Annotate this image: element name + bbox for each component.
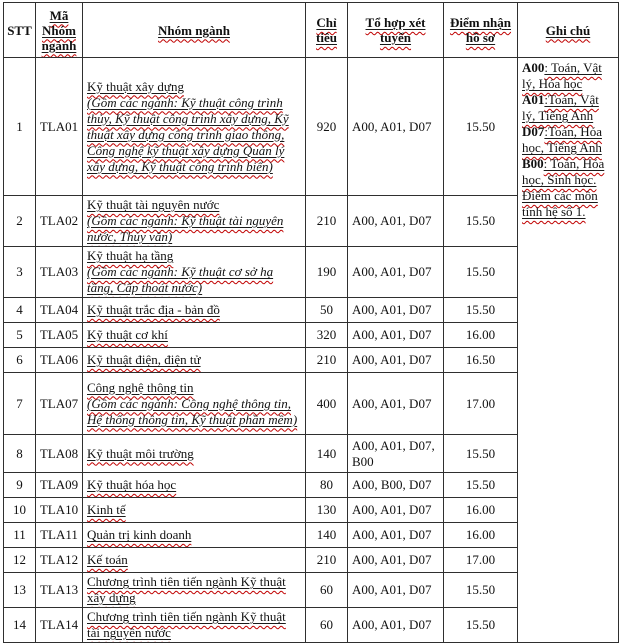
nganh-title: Kỹ thuật điện, điện tử (87, 352, 201, 367)
cell-chi-tieu: 190 (306, 247, 348, 298)
cell-chi-tieu: 140 (306, 523, 348, 548)
cell-stt: 2 (4, 196, 36, 247)
cell-ma-nganh: TLA08 (36, 435, 83, 473)
cell-stt: 1 (4, 58, 36, 196)
cell-to-hop: A00, A01, D07 (348, 323, 444, 348)
header-row (4, 3, 619, 58)
cell-stt: 11 (4, 523, 36, 548)
nganh-title: Kỹ thuật cơ khí (87, 327, 168, 342)
nganh-title: Kỹ thuật trắc địa - bản đồ (87, 302, 220, 317)
cell-diem: 16.50 (444, 348, 518, 373)
cell-stt: 5 (4, 323, 36, 348)
cell-ma-nganh: TLA13 (36, 573, 83, 608)
nganh-title: Chương trình tiên tiến ngành Kỹ thuật xây dựng (87, 574, 286, 605)
header-nhom-label: Nhóm ngành (158, 22, 230, 38)
cell-to-hop: A00, A01, D07 (348, 247, 444, 298)
nganh-title: Kỹ thuật tài nguyên nước (87, 197, 220, 212)
cell-nhom-nganh (83, 523, 306, 548)
header-chi-tieu-label: Chỉ tiêu (316, 15, 337, 45)
cell-ma-nganh: TLA09 (36, 473, 83, 498)
cell-nhom-nganh (83, 498, 306, 523)
cell-to-hop: A00, A01, D07 (348, 58, 444, 196)
cell-nhom-nganh (83, 548, 306, 573)
cell-diem: 15.50 (444, 196, 518, 247)
header-ma-label: Mã Nhóm ngành (41, 7, 77, 53)
nganh-title: Kỹ thuật xây dựng (87, 78, 184, 94)
cell-to-hop: A00, A01, D07 (348, 298, 444, 323)
cell-diem: 16.00 (444, 523, 518, 548)
cell-diem: 15.50 (444, 247, 518, 298)
cell-stt: 14 (4, 608, 36, 643)
cell-to-hop: A00, A01, D07 (348, 373, 444, 435)
cell-stt: 13 (4, 573, 36, 608)
cell-to-hop: A00, A01, D07 (348, 548, 444, 573)
nganh-subtitle: (Gồm các ngành: Kỹ thuật tài nguyên nước, Thủy văn) (87, 213, 284, 244)
cell-to-hop: A00, B00, D07 (348, 473, 444, 498)
cell-stt: 3 (4, 247, 36, 298)
nganh-title: Kinh tế (87, 502, 126, 517)
cell-nhom-nganh (83, 348, 306, 373)
cell-chi-tieu: 80 (306, 473, 348, 498)
cell-nhom-nganh (83, 58, 306, 196)
cell-nhom-nganh (83, 196, 306, 247)
cell-to-hop: A00, A01, D07 (348, 196, 444, 247)
cell-ma-nganh: TLA12 (36, 548, 83, 573)
header-diem (444, 3, 518, 58)
cell-chi-tieu: 210 (306, 196, 348, 247)
cell-diem: 16.00 (444, 498, 518, 523)
admission-table (3, 2, 619, 643)
cell-to-hop: A00, A01, D07 (348, 608, 444, 643)
header-nhom-nganh (83, 3, 306, 58)
cell-to-hop: A00, A01, D07 (348, 348, 444, 373)
cell-ma-nganh: TLA04 (36, 298, 83, 323)
cell-stt: 10 (4, 498, 36, 523)
cell-chi-tieu: 60 (306, 608, 348, 643)
cell-diem: 15.50 (444, 473, 518, 498)
cell-diem: 15.50 (444, 58, 518, 196)
cell-ma-nganh: TLA02 (36, 196, 83, 247)
cell-to-hop: A00, A01, D07 (348, 498, 444, 523)
cell-nhom-nganh (83, 473, 306, 498)
header-diem-label: Điểm nhận hồ sơ (449, 15, 512, 45)
cell-stt: 4 (4, 298, 36, 323)
cell-diem: 15.50 (444, 608, 518, 643)
nganh-title: Kỹ thuật môi trường (87, 445, 194, 461)
cell-diem: 15.50 (444, 573, 518, 608)
header-to-hop (348, 3, 444, 58)
cell-stt: 9 (4, 473, 36, 498)
cell-stt: 12 (4, 548, 36, 573)
cell-ghi-chu (518, 58, 619, 643)
nganh-title: Chương trình tiên tiến ngành Kỹ thuật tài nguyên nước (87, 609, 286, 640)
header-stt-label: STT (7, 22, 32, 38)
cell-chi-tieu: 920 (306, 58, 348, 196)
cell-ma-nganh: TLA10 (36, 498, 83, 523)
cell-diem: 17.00 (444, 373, 518, 435)
cell-ma-nganh: TLA14 (36, 608, 83, 643)
cell-to-hop: A00, A01, D07 (348, 573, 444, 608)
header-to-hop-label: Tổ hợp xét tuyển (365, 15, 426, 45)
cell-stt: 6 (4, 348, 36, 373)
cell-nhom-nganh (83, 247, 306, 298)
cell-nhom-nganh (83, 573, 306, 608)
nganh-title: Kế toán (87, 552, 128, 567)
cell-chi-tieu: 210 (306, 548, 348, 573)
nganh-subtitle: (Gồm các ngành: Công nghệ thông tin, Hệ thống thông tin, Kỹ thuật phần mềm) (87, 395, 298, 427)
header-stt (4, 3, 36, 58)
header-ghi-chu-label: Ghi chú (545, 22, 591, 38)
cell-nhom-nganh (83, 435, 306, 473)
nganh-title: Kỹ thuật hạ tầng (87, 248, 174, 263)
ghi-chu-text: : Toán, Hóa học, Sinh học. (522, 156, 605, 187)
ghi-chu-code: A00 (522, 60, 545, 75)
cell-ma-nganh: TLA03 (36, 247, 83, 298)
header-ma-nhom-nganh (36, 3, 83, 58)
ghi-chu-text: : Toán, Vật lý, Hóa học (522, 60, 602, 91)
cell-ma-nganh: TLA11 (36, 523, 83, 548)
cell-chi-tieu: 210 (306, 348, 348, 373)
cell-chi-tieu: 400 (306, 373, 348, 435)
nganh-title: Kỹ thuật hóa học (87, 477, 177, 492)
nganh-subtitle: (Gồm các ngành: Kỹ thuật công trình thủy, Kỹ thuật công trình xây dựng, Kỹ thuật xây dựng công trình giao thông, Công nghệ kỹ thuật xây dựng Quản lý xây dựng, Kỹ thuật công trình biển) (87, 94, 289, 174)
cell-nhom-nganh (83, 608, 306, 643)
cell-diem: 17.00 (444, 548, 518, 573)
cell-chi-tieu: 140 (306, 435, 348, 473)
cell-ma-nganh: TLA06 (36, 348, 83, 373)
cell-chi-tieu: 50 (306, 298, 348, 323)
cell-stt: 8 (4, 435, 36, 473)
cell-stt: 7 (4, 373, 36, 435)
cell-chi-tieu: 130 (306, 498, 348, 523)
cell-ma-nganh: TLA07 (36, 373, 83, 435)
cell-diem: 15.50 (444, 435, 518, 473)
cell-diem: 15.50 (444, 298, 518, 323)
nganh-title: Công nghệ thông tin (87, 379, 194, 395)
cell-ma-nganh: TLA05 (36, 323, 83, 348)
ghi-chu-code: B00 (522, 156, 544, 171)
table-row (4, 58, 619, 196)
cell-nhom-nganh (83, 373, 306, 435)
ghi-chu-text: Điểm các môn tính hệ số 1. (522, 188, 598, 219)
cell-chi-tieu: 60 (306, 573, 348, 608)
ghi-chu-code: A01 (522, 92, 545, 107)
cell-chi-tieu: 320 (306, 323, 348, 348)
cell-diem: 16.00 (444, 323, 518, 348)
cell-nhom-nganh (83, 298, 306, 323)
ghi-chu-text: :Toán, Hóa học, Tiếng Anh (522, 124, 602, 155)
nganh-title: Quản trị kinh doanh (87, 527, 192, 542)
ghi-chu-code: D07 (522, 124, 545, 139)
cell-ma-nganh: TLA01 (36, 58, 83, 196)
header-chi-tieu (306, 3, 348, 58)
nganh-subtitle: (Gồm các ngành: Kỹ thuật cơ sở hạ tầng, Cấp thoát nước) (87, 264, 274, 295)
header-ghi-chu (518, 3, 619, 58)
cell-to-hop: A00, A01, D07 (348, 523, 444, 548)
ghi-chu-text: :Toán, Vật lý, Tiếng Anh (522, 92, 599, 123)
cell-to-hop: A00, A01, D07, B00 (348, 435, 444, 473)
cell-nhom-nganh (83, 323, 306, 348)
